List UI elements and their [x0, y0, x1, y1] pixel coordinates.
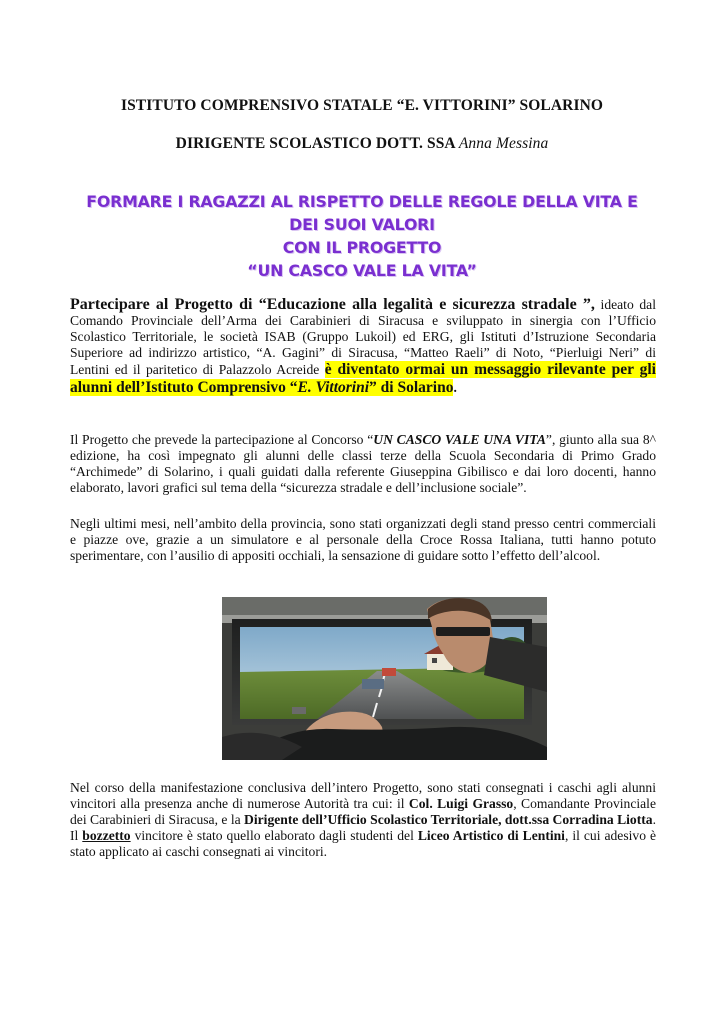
principal-heading [0, 135, 724, 153]
highlight-text-a: è diventato ormai un messaggio rilevante per gli alunni dell’Istituto Comprensivo “ [70, 361, 656, 396]
contest-name: UN CASCO VALE UNA VITA [373, 432, 546, 447]
paragraph-project-intro [70, 297, 656, 397]
highlight-text-c: ” di Solarino [369, 379, 454, 396]
contest-text-a: Il Progetto che prevede la partecipazione al Concorso “ [70, 432, 374, 447]
driving-simulator-photo [222, 597, 547, 760]
contest-text-c: ”, giunto alla sua 8^ edizione, ha così impegnato gli alunni delle classi terze della Scuola Secondaria di Primo Grado “Archimede” di Solarino, i quali guidati dalla referente Giuseppina Gibilisco e dai loro docenti, hanno elaborato, lavori grafici sul tema della “sicurezza stradale e dell’inclusione sociale”. [70, 432, 656, 495]
title-line-4: “UN CASCO VALE LA VITA” [247, 261, 477, 280]
document-title [0, 190, 724, 282]
highlight-end: . [453, 380, 457, 395]
paragraph-stands: Negli ultimi mesi, nell’ambito della provincia, sono stati organizzati degli stand presso centri commerciali e piazze ove, grazie a un simulatore e al personale della Croce Rossa Italiana, tutti hanno potuto sperimentare, con l’ausilio di appositi occhiali, la sensazione di guidare sotto l’effetto dell’alcool. [70, 516, 656, 563]
ceremony-text-a: Nel corso della manifestazione conclusiva dell’intero Progetto, sono stati consegnati i caschi agli alunni vincitori alla presenza anche di numerose Autorità tra cui: il [70, 780, 656, 811]
liceo-name: Liceo Artistico di Lentini [417, 828, 565, 843]
ceremony-text-c: , Comandante Provinciale dei Carabinieri di Siracusa, e la [70, 796, 656, 827]
school-name-heading: ISTITUTO COMPRENSIVO STATALE “E. VITTORINI” SOLARINO [120, 97, 604, 114]
bozzetto-word: bozzetto [82, 828, 131, 843]
title-line-2: DEI SUOI VALORI [289, 215, 435, 234]
paragraph-contest [70, 432, 656, 496]
title-line-1: FORMARE I RAGAZZI AL RISPETTO DELLE REGOLE DELLA VITA E [86, 192, 638, 211]
project-lead-text: Partecipare al Progetto di “Educazione alla legalità e sicurezza stradale ”, [70, 296, 595, 313]
project-description: ideato dal Comando Provinciale dell’Arma dei Carabinieri di Siracusa e sviluppato in sinergia con l’Ufficio Scolastico Territoriale, le società ISAB (Gruppo Lukoil) ed ERG, gli Istituti d’Istruzione Secondaria Superiore ad indirizzo artistico, “A. Gagini” di Siracusa, “Matteo Raeli” di Noto, “Pierluigi Neri” di Lentini ed il paritetico di Palazzolo Acreide [70, 297, 656, 377]
highlight-school-name: E. Vittorini [297, 379, 370, 396]
ceremony-text-i: , il cui adesivo è stato applicato ai caschi consegnati ai vincitori. [70, 828, 657, 859]
ceremony-text-g: vincitore è stato quello elaborato dagli studenti del [130, 828, 418, 843]
director-name: Dirigente dell’Ufficio Scolastico Territoriale, dott.ssa Corradina Liotta [244, 812, 653, 827]
principal-title: DIRIGENTE SCOLASTICO DOTT. SSA [175, 135, 459, 152]
principal-name: Anna Messina [458, 135, 549, 152]
ceremony-text-e: . Il [70, 812, 656, 843]
paragraph-ceremony [70, 780, 656, 860]
colonel-name: Col. Luigi Grasso [408, 796, 514, 811]
title-line-3: CON IL PROGETTO [282, 238, 442, 257]
